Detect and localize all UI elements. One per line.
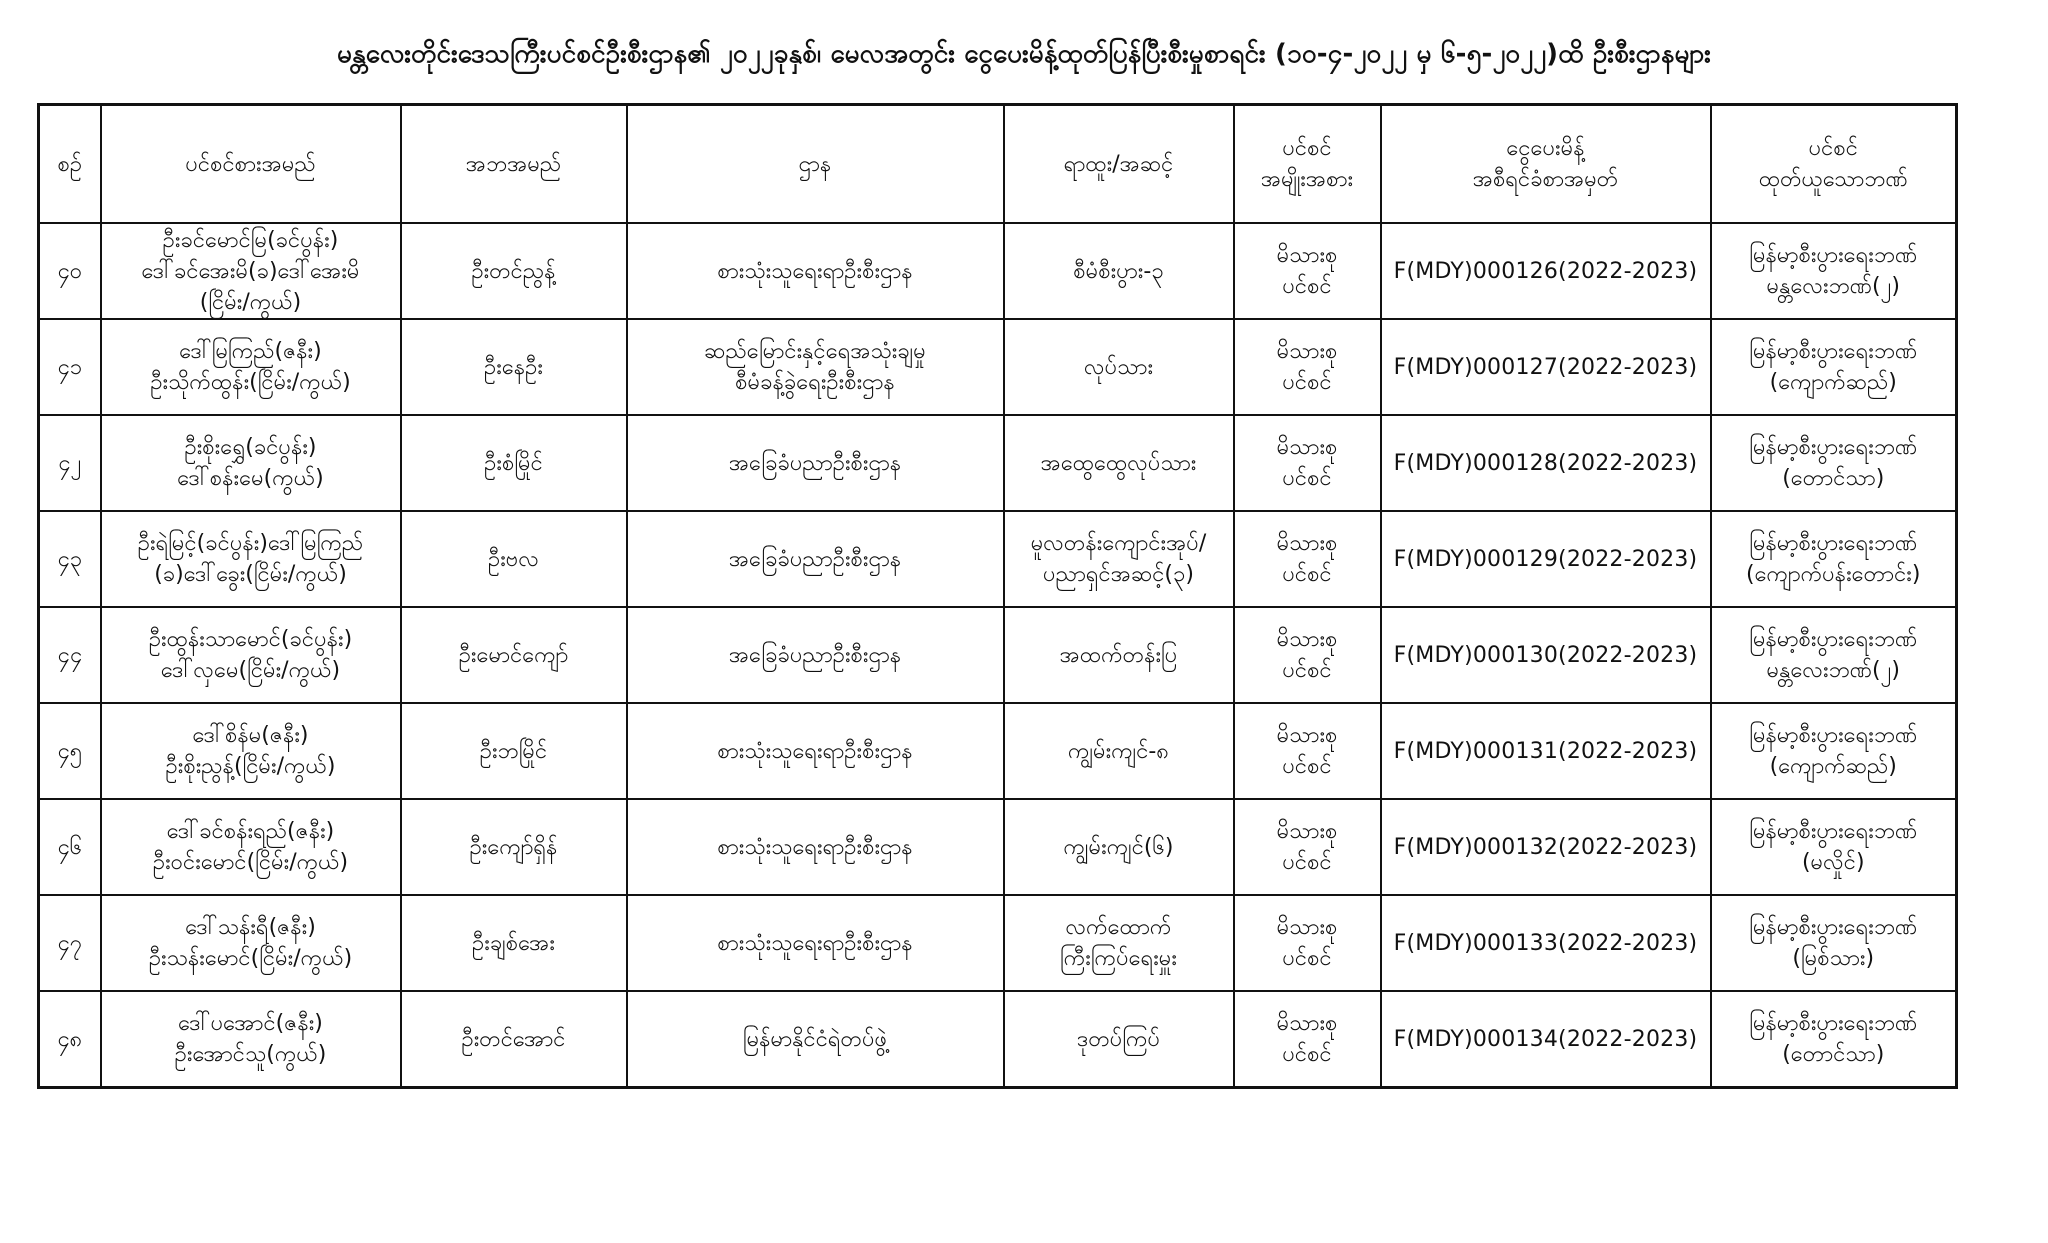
cell-father-name: ဦးတင်ညွန့်: [401, 223, 627, 319]
cell-rank: မူလတန်းကျောင်းအုပ်/ ပညာရှင်အဆင့်(၃): [1004, 511, 1234, 607]
cell-rank: လုပ်သား: [1004, 319, 1234, 415]
cell-pension-type: မိသားစု ပင်စင်: [1234, 703, 1381, 799]
cell-report-number: F(MDY)000130(2022-2023): [1381, 607, 1711, 703]
col-header-report-number: ငွေပေးမိန့် အစီရင်ခံစာအမှတ်: [1381, 105, 1711, 224]
table-header-row: [39, 105, 1957, 224]
cell-bank: မြန်မာ့စီးပွားရေးဘဏ် (တောင်သာ): [1711, 991, 1957, 1088]
table-row: [39, 991, 1957, 1088]
cell-no: ၄၀: [39, 223, 101, 319]
pension-table-container: [37, 103, 1955, 1089]
cell-no: ၄၁: [39, 319, 101, 415]
cell-department: မြန်မာနိုင်ငံရဲတပ်ဖွဲ့: [627, 991, 1004, 1088]
cell-bank: မြန်မာ့စီးပွားရေးဘဏ် မန္တလေးဘဏ်(၂): [1711, 607, 1957, 703]
cell-rank: အထွေထွေလုပ်သား: [1004, 415, 1234, 511]
cell-report-number: F(MDY)000133(2022-2023): [1381, 895, 1711, 991]
cell-pension-type: မိသားစု ပင်စင်: [1234, 319, 1381, 415]
cell-bank: မြန်မာ့စီးပွားရေးဘဏ် (ကျောက်ပန်းတောင်း): [1711, 511, 1957, 607]
cell-pensioner-name: ဒေါ်ခင်စန်းရည်(ဇနီး) ဦးဝင်းမောင်(ငြိမ်း/ကွယ်): [101, 799, 401, 895]
cell-pension-type: မိသားစု ပင်စင်: [1234, 223, 1381, 319]
cell-bank: မြန်မာ့စီးပွားရေးဘဏ် မန္တလေးဘဏ်(၂): [1711, 223, 1957, 319]
cell-father-name: ဦးမောင်ကျော်: [401, 607, 627, 703]
cell-father-name: ဦးချစ်အေး: [401, 895, 627, 991]
cell-report-number: F(MDY)000127(2022-2023): [1381, 319, 1711, 415]
cell-father-name: ဦးနေဦး: [401, 319, 627, 415]
col-header-father-name: အဘအမည်: [401, 105, 627, 224]
cell-report-number: F(MDY)000132(2022-2023): [1381, 799, 1711, 895]
cell-rank: အထက်တန်းပြ: [1004, 607, 1234, 703]
cell-rank: လက်ထောက် ကြီးကြပ်ရေးမှူး: [1004, 895, 1234, 991]
cell-rank: စီမံစီးပွား-၃: [1004, 223, 1234, 319]
cell-father-name: ဦးဘမြိုင်: [401, 703, 627, 799]
cell-pensioner-name: ဦးထွန်းသာမောင်(ခင်ပွန်း) ဒေါ်လှမေ(ငြိမ်း/ကွယ်): [101, 607, 401, 703]
cell-pensioner-name: ဒေါ်စိန်မ(ဇနီး) ဦးစိုးညွန့်(ငြိမ်း/ကွယ်): [101, 703, 401, 799]
cell-department: စားသုံးသူရေးရာဦးစီးဌာန: [627, 895, 1004, 991]
cell-pensioner-name: ဒေါ်သန်းရီ(ဇနီး) ဦးသန်းမောင်(ငြိမ်း/ကွယ်): [101, 895, 401, 991]
cell-father-name: ဦးဗလ: [401, 511, 627, 607]
cell-pensioner-name: ဒေါ်ပအောင်(ဇနီး) ဦးအောင်သူ(ကွယ်): [101, 991, 401, 1088]
table-row: [39, 319, 1957, 415]
pension-table: [37, 103, 1958, 1089]
col-header-no: စဉ်: [39, 105, 101, 224]
col-header-department: ဌာန: [627, 105, 1004, 224]
cell-pension-type: မိသားစု ပင်စင်: [1234, 415, 1381, 511]
table-row: [39, 703, 1957, 799]
cell-no: ၄၅: [39, 703, 101, 799]
cell-bank: မြန်မာ့စီးပွားရေးဘဏ် (မြစ်သား): [1711, 895, 1957, 991]
cell-rank: ကျွမ်းကျင်-၈: [1004, 703, 1234, 799]
col-header-bank: ပင်စင် ထုတ်ယူသောဘဏ်: [1711, 105, 1957, 224]
cell-no: ၄၃: [39, 511, 101, 607]
table-row: [39, 607, 1957, 703]
table-body: [39, 223, 1957, 1088]
cell-pension-type: မိသားစု ပင်စင်: [1234, 991, 1381, 1088]
cell-department: ဆည်မြောင်းနှင့်ရေအသုံးချမှု စီမံခန့်ခွဲရေးဦးစီးဌာန: [627, 319, 1004, 415]
cell-department: အခြေခံပညာဦးစီးဌာန: [627, 607, 1004, 703]
document-title: မန္တလေးတိုင်းဒေသကြီးပင်စင်ဦးစီးဌာန၏ ၂၀၂၂ခုနှစ်၊ မေလအတွင်း ငွေပေးမိန့်ထုတ်ပြန်ပြီးစီးမှုစာရင်း (၁၀-၄-၂၀၂၂ မှ ၆-၅-၂၀၂၂)ထိ ဦးစီးဌာနများ: [337, 39, 1711, 69]
cell-department: စားသုံးသူရေးရာဦးစီးဌာန: [627, 799, 1004, 895]
cell-no: ၄၆: [39, 799, 101, 895]
cell-report-number: F(MDY)000126(2022-2023): [1381, 223, 1711, 319]
cell-bank: မြန်မာ့စီးပွားရေးဘဏ် (ကျောက်ဆည်): [1711, 703, 1957, 799]
cell-report-number: F(MDY)000128(2022-2023): [1381, 415, 1711, 511]
cell-department: စားသုံးသူရေးရာဦးစီးဌာန: [627, 223, 1004, 319]
col-header-pensioner-name: ပင်စင်စားအမည်: [101, 105, 401, 224]
cell-department: အခြေခံပညာဦးစီးဌာန: [627, 511, 1004, 607]
col-header-rank: ရာထူး/အဆင့်: [1004, 105, 1234, 224]
cell-pension-type: မိသားစု ပင်စင်: [1234, 799, 1381, 895]
cell-father-name: ဦးစံမြိုင်: [401, 415, 627, 511]
cell-pensioner-name: ဒေါ်မြကြည်(ဇနီး) ဦးသိုက်ထွန်း(ငြိမ်း/ကွယ်): [101, 319, 401, 415]
table-row: [39, 415, 1957, 511]
cell-no: ၄၈: [39, 991, 101, 1088]
cell-no: ၄၇: [39, 895, 101, 991]
cell-department: အခြေခံပညာဦးစီးဌာန: [627, 415, 1004, 511]
cell-no: ၄၂: [39, 415, 101, 511]
cell-bank: မြန်မာ့စီးပွားရေးဘဏ် (တောင်သာ): [1711, 415, 1957, 511]
cell-report-number: F(MDY)000131(2022-2023): [1381, 703, 1711, 799]
col-header-pension-type: ပင်စင် အမျိုးအစား: [1234, 105, 1381, 224]
table-row: [39, 799, 1957, 895]
cell-father-name: ဦးတင်အောင်: [401, 991, 627, 1088]
cell-father-name: ဦးကျော်ရှိန်: [401, 799, 627, 895]
cell-rank: ကျွမ်းကျင်(၆): [1004, 799, 1234, 895]
table-row: [39, 895, 1957, 991]
cell-pension-type: မိသားစု ပင်စင်: [1234, 895, 1381, 991]
cell-pensioner-name: ဦးစိုးရွှေ(ခင်ပွန်း) ဒေါ်စန်းမေ(ကွယ်): [101, 415, 401, 511]
cell-pension-type: မိသားစု ပင်စင်: [1234, 511, 1381, 607]
cell-no: ၄၄: [39, 607, 101, 703]
cell-pension-type: မိသားစု ပင်စင်: [1234, 607, 1381, 703]
table-row: [39, 223, 1957, 319]
cell-report-number: F(MDY)000129(2022-2023): [1381, 511, 1711, 607]
cell-pensioner-name: ဦးရဲမြင့်(ခင်ပွန်း)ဒေါ်မြကြည် (ခ)ဒေါ်ခွေး(ငြိမ်း/ကွယ်): [101, 511, 401, 607]
cell-report-number: F(MDY)000134(2022-2023): [1381, 991, 1711, 1088]
cell-bank: မြန်မာ့စီးပွားရေးဘဏ် (ကျောက်ဆည်): [1711, 319, 1957, 415]
cell-bank: မြန်မာ့စီးပွားရေးဘဏ် (မလှိုင်): [1711, 799, 1957, 895]
table-row: [39, 511, 1957, 607]
cell-pensioner-name: ဦးခင်မောင်မြ(ခင်ပွန်း) ဒေါ်ခင်အေးမိ(ခ)ဒေါ်အေးမိ (ငြိမ်း/ကွယ်): [101, 223, 401, 319]
cell-department: စားသုံးသူရေးရာဦးစီးဌာန: [627, 703, 1004, 799]
cell-rank: ဒုတပ်ကြပ်: [1004, 991, 1234, 1088]
